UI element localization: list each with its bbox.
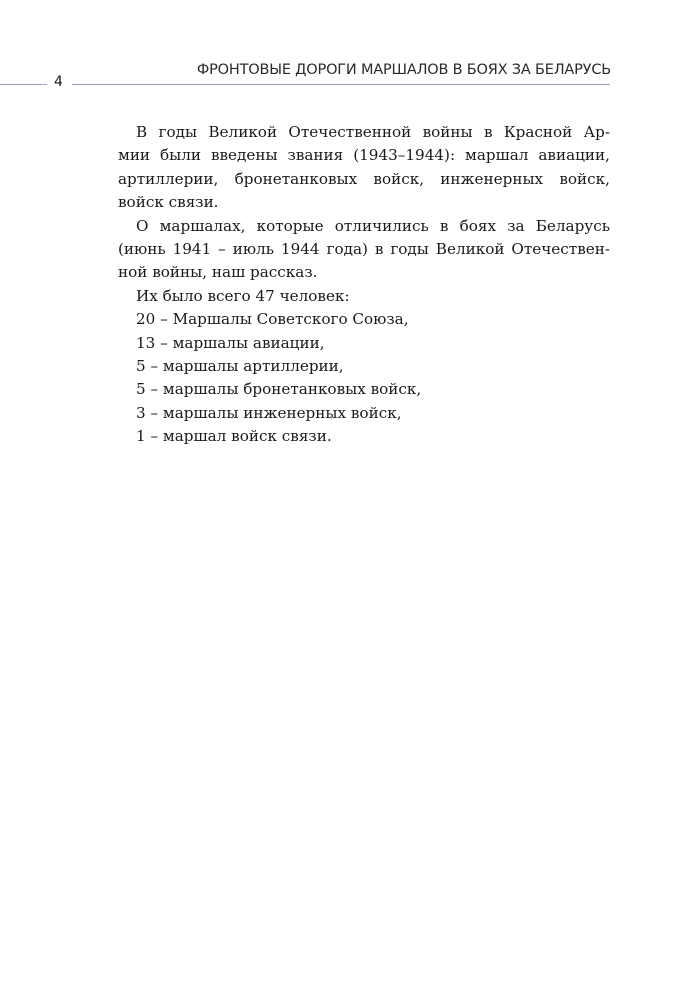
text-line: В годы Великой Отечественной войны в Красной Ар-	[136, 123, 610, 141]
page-number: 4	[54, 74, 63, 90]
total-count-text: Их было всего 47 человек:	[136, 286, 350, 305]
ranks-list	[118, 308, 610, 448]
text-line: мии были введены звания (1943–1944): маршал авиации,	[118, 146, 610, 165]
list-item: 1 – маршал войск связи.	[136, 427, 332, 446]
text-line: О маршалах, которые отличились в боях за Беларусь	[136, 216, 610, 235]
list-item: 5 – маршалы бронетанковых войск,	[136, 380, 422, 399]
list-item: 3 – маршалы инженерных войск,	[136, 403, 402, 422]
header-rule-right	[72, 84, 610, 85]
running-title: ФРОНТОВЫЕ ДОРОГИ МАРШАЛОВ В БОЯХ ЗА БЕЛАРУСЬ	[196, 62, 611, 78]
list-item: 5 – маршалы артиллерии,	[136, 357, 344, 376]
paragraph-story-intro	[118, 215, 610, 285]
text-line: ной войны, наш рассказ.	[118, 263, 318, 282]
list-item: 13 – маршалы авиации,	[136, 333, 325, 352]
paragraph-total	[118, 285, 610, 308]
text-line: войск связи.	[118, 193, 219, 212]
body-text	[118, 121, 610, 449]
list-item: 20 – Маршалы Советского Союза,	[136, 310, 409, 329]
text-line: артиллерии, бронетанковых войск, инженерных войск,	[118, 169, 610, 188]
text-line: (июнь 1941 – июль 1944 года) в годы Великой Отечествен-	[118, 240, 610, 259]
paragraph-ranks-introduced	[118, 121, 610, 215]
header-rule-left	[0, 84, 47, 85]
